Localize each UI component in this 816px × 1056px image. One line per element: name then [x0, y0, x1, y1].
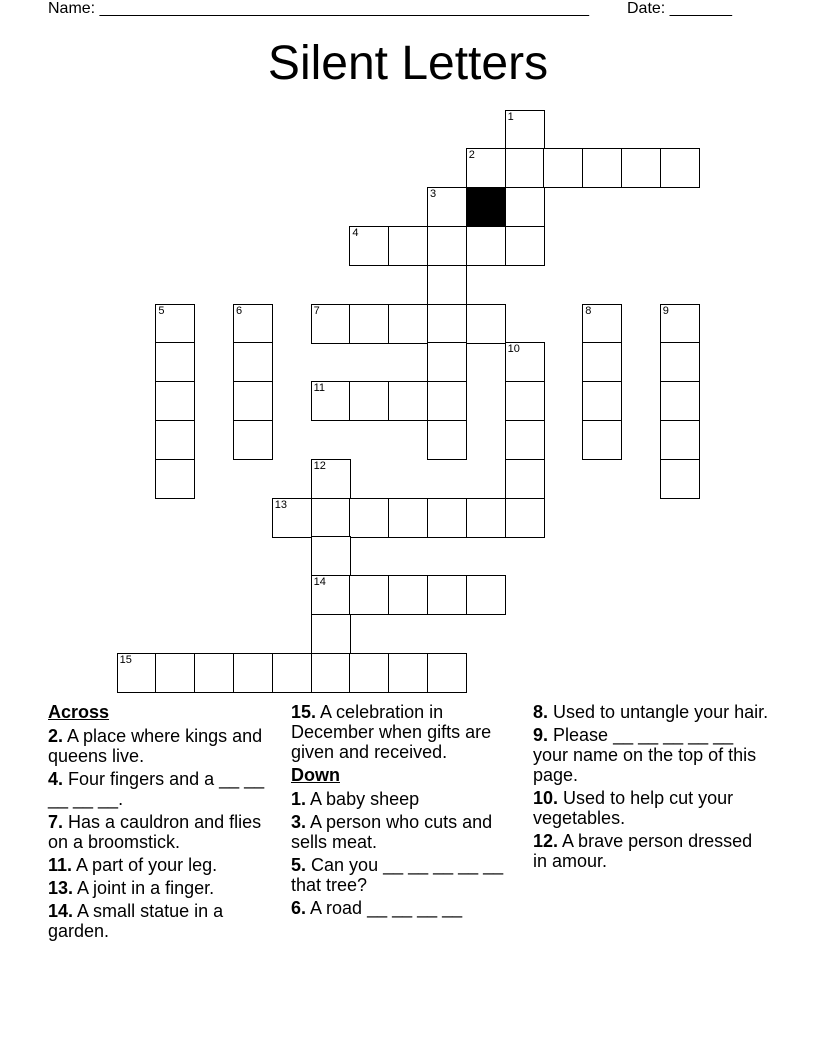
grid-cell[interactable] — [155, 342, 195, 382]
date-field-label: Date: _______ — [627, 0, 732, 17]
page-title: Silent Letters — [267, 37, 549, 90]
grid-cell[interactable] — [349, 304, 389, 344]
grid-cell[interactable] — [582, 148, 622, 188]
grid-cell[interactable] — [349, 498, 389, 538]
grid-cell[interactable] — [505, 226, 545, 266]
clue-number-label: 13 — [274, 498, 288, 511]
clue-number: 6. — [291, 898, 307, 918]
clue-text: A place where kings and queens live. — [48, 726, 263, 766]
grid-cell-blocked — [466, 187, 506, 227]
clue-number: 1. — [291, 789, 307, 809]
grid-cell[interactable] — [660, 420, 700, 460]
grid-cell[interactable] — [311, 459, 351, 499]
grid-cell[interactable] — [427, 420, 467, 460]
clue-across-7 — [48, 812, 270, 852]
grid-cell[interactable] — [311, 381, 351, 421]
grid-cell[interactable] — [194, 653, 234, 693]
clue-text: Can you __ __ __ __ __ that tree? — [291, 855, 504, 895]
grid-cell[interactable] — [505, 420, 545, 460]
grid-cell[interactable] — [311, 614, 351, 654]
clue-number: 10. — [533, 788, 559, 808]
grid-cell[interactable] — [233, 420, 273, 460]
clue-number-label: 8 — [585, 304, 592, 317]
clue-number-label: 7 — [313, 304, 320, 317]
grid-cell[interactable] — [388, 304, 428, 344]
grid-cell[interactable] — [427, 575, 467, 615]
clue-text: A part of your leg. — [76, 855, 218, 875]
clue-number: 9. — [533, 725, 549, 745]
clue-number: 15. — [291, 702, 317, 722]
name-field-label: Name: _______________________________________________________ — [48, 0, 589, 17]
clue-number-label: 15 — [119, 653, 132, 666]
grid-cell[interactable] — [505, 342, 545, 382]
clue-text: A celebration in December when gifts are given and received. — [291, 702, 492, 762]
grid-cell[interactable] — [427, 653, 467, 693]
grid-cell[interactable] — [427, 304, 467, 344]
grid-cell[interactable] — [582, 420, 622, 460]
clue-text: A road __ __ __ __ — [310, 898, 463, 918]
clue-across-14 — [48, 901, 270, 941]
clue-down-6 — [291, 898, 527, 918]
clue-number: 13. — [48, 878, 74, 898]
clue-column-2 — [291, 702, 527, 921]
grid-cell[interactable] — [388, 381, 428, 421]
clue-number: 12. — [533, 831, 559, 851]
grid-cell[interactable] — [466, 498, 506, 538]
grid-cell[interactable] — [505, 110, 545, 150]
clue-number-label: 6 — [236, 304, 243, 317]
grid-cell[interactable] — [233, 653, 273, 693]
clue-text: A person who cuts and sells meat. — [291, 812, 493, 852]
grid-cell[interactable] — [311, 498, 351, 538]
clue-column-1 — [48, 702, 270, 944]
grid-cell[interactable] — [505, 148, 545, 188]
grid-cell[interactable] — [582, 381, 622, 421]
clue-down-8 — [533, 702, 769, 722]
grid-cell[interactable] — [155, 304, 195, 344]
clue-across-13 — [48, 878, 270, 898]
clue-number: 14. — [48, 901, 74, 921]
grid-cell[interactable] — [466, 575, 506, 615]
clue-number: 5. — [291, 855, 307, 875]
clue-text: Please __ __ __ __ __ your name on the top of this page. — [533, 725, 757, 785]
grid-cell[interactable] — [543, 148, 583, 188]
clue-number-label: 1 — [507, 110, 514, 123]
across-heading: Across — [48, 702, 110, 722]
clue-number: 3. — [291, 812, 307, 832]
grid-cell[interactable] — [155, 459, 195, 499]
grid-cell[interactable] — [155, 653, 195, 693]
clue-number-label: 10 — [507, 343, 520, 356]
down-heading: Down — [291, 765, 340, 785]
grid-cell[interactable] — [388, 498, 428, 538]
grid-cell[interactable] — [349, 381, 389, 421]
grid-cell[interactable] — [660, 381, 700, 421]
grid-cell[interactable] — [505, 498, 545, 538]
grid-cell[interactable] — [311, 575, 351, 615]
grid-cell[interactable] — [660, 304, 700, 344]
clue-number-label: 14 — [313, 576, 326, 589]
grid-cell[interactable] — [233, 304, 273, 344]
grid-cell[interactable] — [660, 342, 700, 382]
grid-cell[interactable] — [388, 653, 428, 693]
grid-cell[interactable] — [427, 226, 467, 266]
grid-cell[interactable] — [311, 304, 351, 344]
grid-cell[interactable] — [466, 304, 506, 344]
grid-cell[interactable] — [582, 304, 622, 344]
clue-text: Four fingers and a __ __ __ __ __. — [48, 769, 265, 809]
grid-cell[interactable] — [349, 575, 389, 615]
grid-cell[interactable] — [155, 381, 195, 421]
grid-cell[interactable] — [505, 459, 545, 499]
clue-down-1 — [291, 789, 527, 809]
grid-cell[interactable] — [272, 653, 312, 693]
clue-number: 7. — [48, 812, 64, 832]
clue-text: Used to untangle your hair. — [553, 702, 769, 722]
clue-across-2 — [48, 726, 270, 766]
clue-text: A baby sheep — [310, 789, 420, 809]
grid-cell[interactable] — [233, 381, 273, 421]
clue-across-11 — [48, 855, 270, 875]
clue-text: Has a cauldron and flies on a broomstick. — [48, 812, 262, 852]
grid-cell[interactable] — [505, 187, 545, 227]
grid-cell[interactable] — [660, 459, 700, 499]
clue-text: Used to help cut your vegetables. — [533, 788, 734, 828]
grid-cell[interactable] — [582, 342, 622, 382]
clue-text: A brave person dressed in amour. — [533, 831, 753, 871]
clue-number-label: 4 — [352, 227, 359, 239]
clue-down-9 — [533, 725, 769, 785]
clue-number-label: 9 — [662, 304, 669, 317]
grid-cell[interactable] — [388, 575, 428, 615]
grid-cell[interactable] — [427, 381, 467, 421]
clue-across-15 — [291, 702, 527, 762]
clue-down-10 — [533, 788, 769, 828]
grid-cell[interactable] — [621, 148, 661, 188]
clue-number: 2. — [48, 726, 64, 746]
clue-number-label: 2 — [468, 149, 475, 162]
grid-cell[interactable] — [660, 148, 700, 188]
clue-down-3 — [291, 812, 527, 852]
clue-down-12 — [533, 831, 769, 871]
clue-number-label: 11 — [313, 382, 326, 395]
grid-cell[interactable] — [388, 226, 428, 266]
clue-across-4 — [48, 769, 270, 809]
clue-number-label: 12 — [313, 459, 326, 472]
grid-cell[interactable] — [117, 653, 157, 693]
grid-cell[interactable] — [427, 187, 467, 227]
clue-number-label: 3 — [430, 188, 437, 201]
clue-text: A small statue in a garden. — [48, 901, 224, 941]
clue-column-3 — [533, 702, 769, 874]
clue-number: 11. — [48, 855, 73, 875]
grid-cell[interactable] — [233, 342, 273, 382]
grid-cell[interactable] — [349, 653, 389, 693]
clue-number-label: 5 — [158, 304, 165, 317]
grid-cell[interactable] — [427, 342, 467, 382]
grid-cell[interactable] — [505, 381, 545, 421]
clue-number: 8. — [533, 702, 549, 722]
grid-cell[interactable] — [427, 498, 467, 538]
grid-cell[interactable] — [466, 148, 506, 188]
clue-number: 4. — [48, 769, 64, 789]
grid-cell[interactable] — [466, 226, 506, 266]
grid-cell[interactable] — [427, 265, 467, 305]
clue-down-5 — [291, 855, 527, 895]
grid-cell[interactable] — [311, 653, 351, 693]
grid-cell[interactable] — [272, 498, 312, 538]
grid-cell[interactable] — [311, 536, 351, 576]
grid-cell[interactable] — [155, 420, 195, 460]
grid-cell[interactable] — [349, 226, 389, 266]
clue-text: A joint in a finger. — [77, 878, 215, 898]
